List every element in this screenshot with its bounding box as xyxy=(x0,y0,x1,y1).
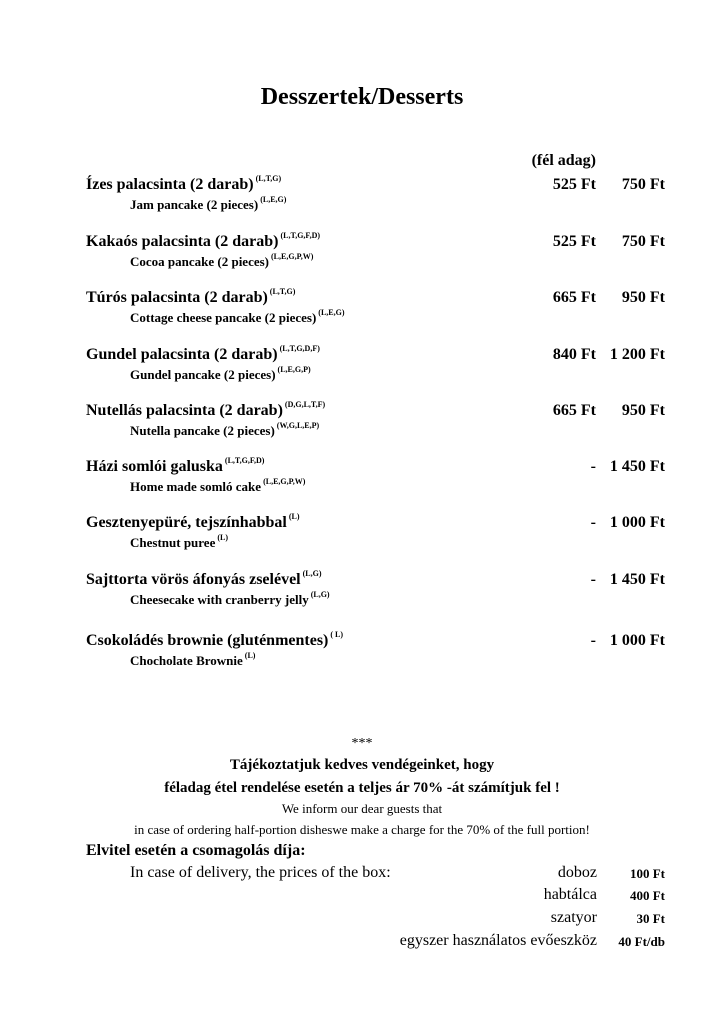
separator: *** xyxy=(351,736,373,751)
item-name-hu: Ízes palacsinta (2 darab) $^{(L,T,G)}$ xyxy=(86,174,282,193)
item-name-en: Cheesecake with cranberry jelly $^{(L,G)}$ xyxy=(130,590,330,607)
item-half-price: - xyxy=(590,514,596,531)
packaging-item-name: egyszer használatos evőeszköz xyxy=(399,932,597,949)
menu-item xyxy=(0,233,724,273)
packaging-row xyxy=(0,909,724,931)
item-name-en: Chocholate Brownie $^{(L)}$ xyxy=(130,651,256,668)
item-full-price: 950 Ft xyxy=(621,402,665,419)
item-allergens-en: (L) xyxy=(244,651,256,660)
packaging-item-price: 30 Ft xyxy=(636,911,665,926)
item-name-en: Gundel pancake (2 pieces) $^{(L,E,G,P)}$ xyxy=(130,365,311,382)
item-allergens-hu: (D,G,L,T,F) xyxy=(284,400,326,409)
item-full-price: 1 450 Ft xyxy=(609,458,665,475)
item-name-hu: Kakaós palacsinta (2 darab) $^{(L,T,G,F,D)}$ xyxy=(86,231,321,250)
item-half-price: 665 Ft xyxy=(552,402,596,419)
menu-item xyxy=(0,289,724,329)
menu-item xyxy=(0,458,724,498)
item-allergens-hu: (L,G) xyxy=(302,569,322,578)
item-allergens-hu: (L) xyxy=(288,512,300,521)
item-allergens-en: (L,G) xyxy=(310,590,330,599)
item-allergens-en: (L,E,G) xyxy=(318,308,345,317)
packaging-item-name: szatyor xyxy=(550,909,597,926)
item-name-hu: Gesztenyepüré, tejszínhabbal $^{(L)}$ xyxy=(86,512,300,531)
item-name-hu: Csokoládés brownie (gluténmentes) $^{( L)}$ xyxy=(86,630,344,649)
item-allergens-hu: (L,T,G,F,D) xyxy=(224,456,265,465)
item-half-price: 665 Ft xyxy=(552,289,596,306)
menu-item xyxy=(0,346,724,386)
notice-en-line2: in case of ordering half-portion disheswe make a charge for the 70% of the full portion! xyxy=(134,822,590,837)
item-half-price: - xyxy=(590,458,596,475)
packaging-item-price: 40 Ft/db xyxy=(618,934,665,949)
item-allergens-en: (L,E,G,P,W) xyxy=(271,252,314,261)
item-full-price: 1 000 Ft xyxy=(609,632,665,649)
item-name-en: Cottage cheese pancake (2 pieces) $^{(L,E,G)}$ xyxy=(130,308,345,325)
item-allergens-en: (L) xyxy=(217,533,229,542)
menu-item xyxy=(0,632,724,672)
item-name-hu: Gundel palacsinta (2 darab) $^{(L,T,G,D,F)}$ xyxy=(86,344,320,363)
item-allergens-hu: ( L) xyxy=(330,630,344,639)
item-half-price: 525 Ft xyxy=(552,233,596,250)
packaging-title: Elvitel esetén a csomagolás díja: xyxy=(86,842,306,859)
packaging-item-name: habtálca xyxy=(543,886,597,903)
half-portion-header: (fél adag) xyxy=(531,152,596,169)
item-full-price: 1 450 Ft xyxy=(609,571,665,588)
menu-item xyxy=(0,571,724,611)
item-allergens-hu: (L,T,G) xyxy=(269,287,296,296)
menu-item xyxy=(0,176,724,216)
packaging-subtitle: In case of delivery, the prices of the box: xyxy=(130,864,391,881)
item-allergens-hu: (L,T,G,F,D) xyxy=(280,231,321,240)
item-name-hu: Sajttorta vörös áfonyás zselével $^{(L,G)}$ xyxy=(86,569,322,588)
item-half-price: 525 Ft xyxy=(552,176,596,193)
item-allergens-en: (L,E,G) xyxy=(260,195,287,204)
notice-hu-line1: Tájékoztatjuk kedves vendégeinket, hogy xyxy=(229,757,495,773)
item-allergens-en: (W,G,L,E,P) xyxy=(276,421,320,430)
item-name-en: Cocoa pancake (2 pieces) $^{(L,E,G,P,W)}$ xyxy=(130,252,314,269)
item-name-en: Nutella pancake (2 pieces) $^{(W,G,L,E,P)}$ xyxy=(130,421,320,438)
packaging-item-name: doboz xyxy=(557,864,597,881)
item-half-price: - xyxy=(590,632,596,649)
item-allergens-hu: (L,T,G,D,F) xyxy=(279,344,320,353)
packaging-item-price: 100 Ft xyxy=(629,866,665,881)
item-name-en: Home made somló cake $^{(L,E,G,P,W)}$ xyxy=(130,477,306,494)
item-full-price: 1 000 Ft xyxy=(609,514,665,531)
item-full-price: 750 Ft xyxy=(621,176,665,193)
page-title: Desszertek/Desserts xyxy=(260,84,464,110)
packaging-row xyxy=(0,886,724,908)
notice-en-line1: We inform our dear guests that xyxy=(281,801,443,816)
item-name-en: Chestnut puree $^{(L)}$ xyxy=(130,533,229,550)
item-allergens-en: (L,E,G,P) xyxy=(277,365,311,374)
packaging-row xyxy=(0,864,724,886)
notice-hu-line2: féladag étel rendelése esetén a teljes ár 70% -át számítjuk fel ! xyxy=(164,780,560,796)
item-name-hu: Házi somlói galuska $^{(L,T,G,F,D)}$ xyxy=(86,456,265,475)
item-half-price: 840 Ft xyxy=(552,346,596,363)
item-full-price: 950 Ft xyxy=(621,289,665,306)
item-full-price: 750 Ft xyxy=(621,233,665,250)
packaging-row xyxy=(0,932,724,954)
item-name-hu: Túrós palacsinta (2 darab) $^{(L,T,G)}$ xyxy=(86,287,296,306)
item-allergens-hu: (L,T,G) xyxy=(255,174,282,183)
item-allergens-en: (L,E,G,P,W) xyxy=(263,477,306,486)
menu-item xyxy=(0,402,724,442)
packaging-item-price: 400 Ft xyxy=(629,888,665,903)
menu-item xyxy=(0,514,724,554)
item-name-hu: Nutellás palacsinta (2 darab) $^{(D,G,L,T,F)}$ xyxy=(86,400,326,419)
item-half-price: - xyxy=(590,571,596,588)
item-full-price: 1 200 Ft xyxy=(609,346,665,363)
item-name-en: Jam pancake (2 pieces) $^{(L,E,G)}$ xyxy=(130,195,287,212)
